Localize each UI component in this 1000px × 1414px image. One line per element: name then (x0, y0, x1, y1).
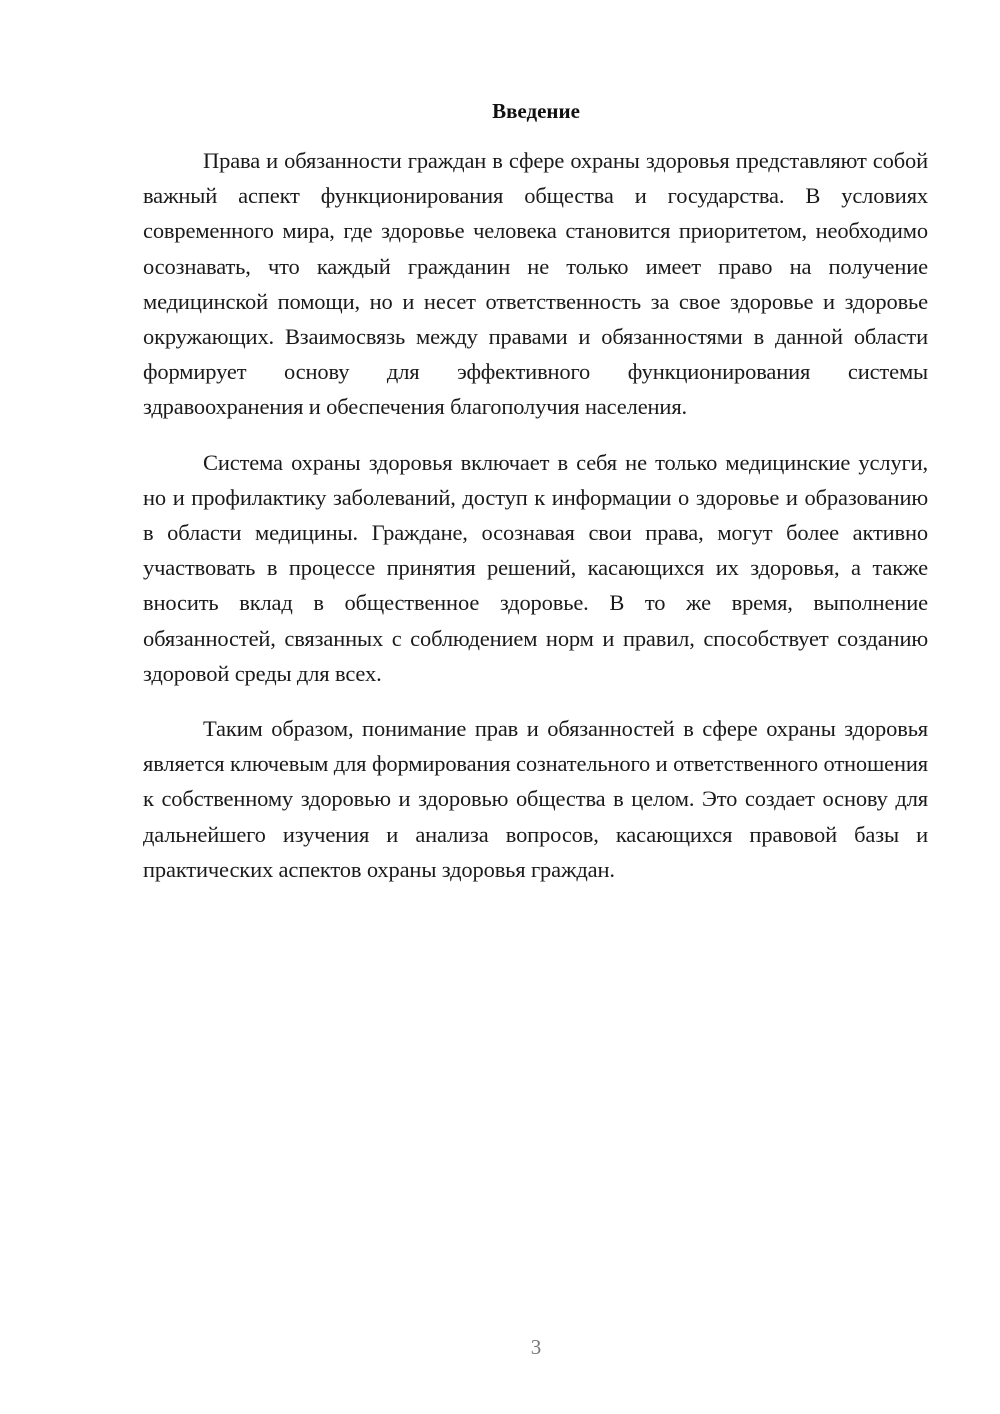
page-number: 3 (530, 1335, 542, 1359)
section-title: Введение (492, 99, 580, 123)
paragraph-1: Права и обязанности граждан в сфере охраны здоровья представляют собой важный аспект функционирования общества и государства. В условиях современного мира, где здоровье человека становится приоритетом, необходимо осознавать, что каждый гражданин не только имеет право на получение медицинской помощи, но и несет ответственность за свое здоровье и здоровье окружающих. Взаимосвязь между правами и обязанностями в данной области формирует основу для эффективного функционирования системы здравоохранения и обеспечения благополучия населения. (143, 148, 928, 420)
document-body (143, 143, 928, 887)
paragraph-3: Таким образом, понимание прав и обязанностей в сфере охраны здоровья является ключевым для формирования сознательного и ответственного отношения к собственному здоровью и здоровью общества в целом. Это создает основу для дальнейшего изучения и анализа вопросов, касающихся правовой базы и практических аспектов охраны здоровья граждан. (143, 716, 928, 882)
paragraph-2: Система охраны здоровья включает в себя не только медицинские услуги, но и профилактику заболеваний, доступ к информации о здоровье и образованию в области медицины. Граждане, осознавая свои права, могут более активно участвовать в процессе принятия решений, касающихся их здоровья, а также вносить вклад в общественное здоровье. В то же время, выполнение обязанностей, связанных с соблюдением норм и правил, способствует созданию здоровой среды для всех. (143, 449, 928, 686)
